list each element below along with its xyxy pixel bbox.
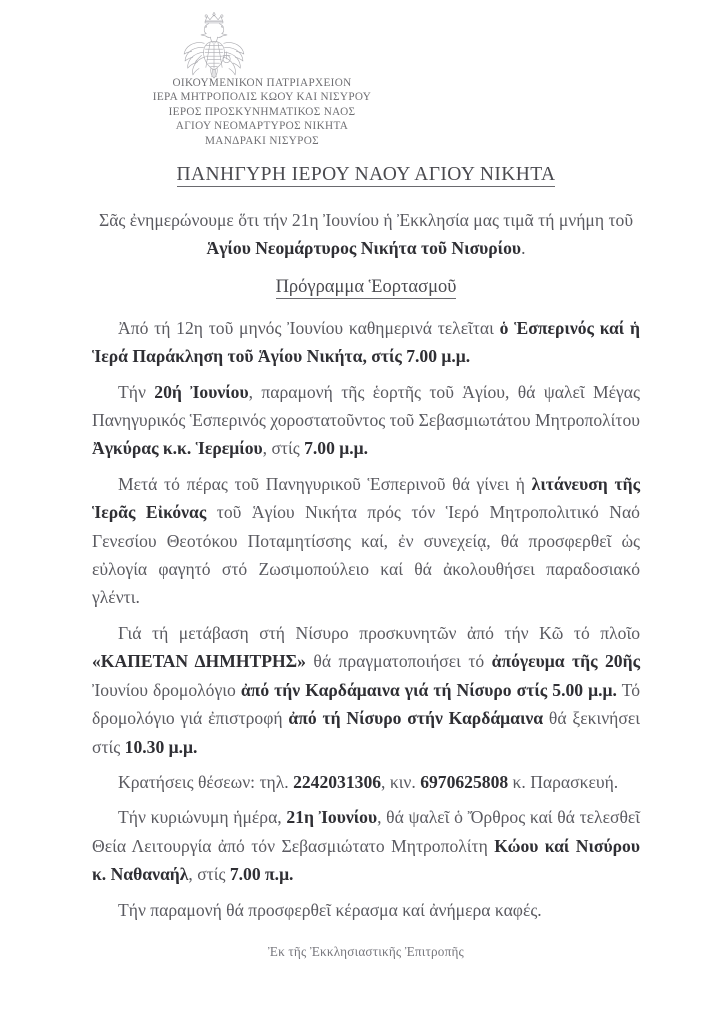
lead-plain-2: . <box>521 238 526 259</box>
emphasis-run-3: Κώου καί Νισύρου κ. Ναθαναήλ <box>92 835 640 885</box>
emphasis-run-1: λιτάνευση τῆς Ἱερᾶς Εἰκόνας <box>92 473 640 523</box>
paragraph-kratiseis <box>92 768 640 796</box>
letterhead <box>100 76 424 148</box>
text-run-0: Μετά τό πέρας τοῦ Πανηγυρικοῦ Ἑσπερινοῦ θά γίνει ἡ <box>118 473 532 494</box>
paragraph-esperinos <box>92 314 640 371</box>
letterhead-line-3: ΙΕΡΟΣ ΠΡΟΣΚΥΝΗΜΑΤΙΚΟΣ ΝΑΟΣ <box>168 105 356 118</box>
text-run-0: Κρατήσεις θέσεων: τηλ. <box>118 771 294 792</box>
text-run-0: Τήν κυριώνυμη ἡμέρα, <box>118 807 287 828</box>
emphasis-run-3: ἀπόγευμα τῆς 20ῆς <box>491 651 640 672</box>
program-subtitle <box>92 277 640 298</box>
text-run-4: , στίς <box>188 864 230 885</box>
letterhead-line-5: ΜΑΝΔΡΑΚΙ ΝΙΣΥΡΟΣ <box>205 134 319 147</box>
emphasis-run-5: ἀπό τήν Καρδάμαινα γιά τή Νίσυρο στίς 5.00 μ.μ. <box>240 679 617 700</box>
emphasis-run-1: 21η Ἰουνίου <box>286 807 378 828</box>
page-title <box>92 164 640 186</box>
page-title-text: ΠΑΝΗΓΥΡΗ ΙΕΡΟΥ ΝΑΟΥ ΑΓΙΟΥ ΝΙΚΗΤΑ <box>176 164 556 185</box>
text-run-4: Ἰουνίου δρομολόγιο <box>92 679 241 700</box>
emphasis-run-5: 7.00 μ.μ. <box>304 438 369 459</box>
letterhead-line-1: ΟΙΚΟΥΜΕΝΙΚΟΝ ΠΑΤΡΙΑΡΧΕΙΟΝ <box>172 77 352 89</box>
document-body <box>92 164 640 960</box>
emphasis-run-1: ὁ Ἑσπερινός καί ἡ Ἱερά Παράκληση τοῦ Ἁγίου Νικήτα, στίς 7.00 μ.μ. <box>92 317 640 367</box>
paragraph-ploio <box>92 619 640 761</box>
byzantine-double-headed-eagle-icon <box>166 10 262 82</box>
signature-line: Ἐκ τῆς Ἐκκλησιαστικῆς Ἐπιτροπῆς <box>268 943 464 959</box>
lead-plain-1: Σᾶς ἐνημερώνουμε ὅτι τήν 21η Ἰουνίου ἡ Ἐκκλησία μας τιμᾶ τή μνήμη τοῦ <box>98 210 634 230</box>
emphasis-run-1: «ΚΑΠΕΤΑΝ ΔΗΜΗΤΡΗΣ» <box>92 651 306 672</box>
emphasis-run-7: ἀπό τή Νίσυρο στήν Καρδάμαινα <box>288 708 544 729</box>
text-run-4: κ. Παρασκευή. <box>508 771 619 792</box>
emphasis-run-3: 6970625808 <box>420 771 509 792</box>
lead-bold-1: Ἁγίου Νεομάρτυρος Νικήτα τοῦ Νισυρίου <box>206 238 522 259</box>
text-run-8: θά ξεκινήσει στίς <box>92 708 640 757</box>
letterhead-line-4: ΑΓΙΟΥ ΝΕΟΜΑΡΤΥΡΟΣ ΝΙΚΗΤΑ <box>175 120 349 133</box>
emphasis-run-9: 10.30 μ.μ. <box>124 736 198 757</box>
text-run-2: θά πραγματοποιήσει τό <box>305 651 492 672</box>
text-run-0: Τήν παραμονή θά προσφερθεῖ κέρασμα καί ἀνήμερα καφές. <box>118 899 542 920</box>
letterhead-line-2: ΙΕΡΑ ΜΗΤΡΟΠΟΛΙΣ ΚΩΟΥ ΚΑΙ ΝΙΣΥΡΟΥ <box>152 91 372 104</box>
text-run-0: Τήν <box>118 381 155 402</box>
text-run-2: , θά ψαλεῖ ὁ Ὄρθρος καί θά τελεσθεῖ Θεία Λειτουργία ἀπό τόν Σεβασμιώτατο Μητροπολίτη <box>92 807 640 856</box>
lead-paragraph <box>92 206 640 263</box>
emphasis-run-1: 20ή Ἰουνίου <box>154 381 249 402</box>
paragraph-litaneusi <box>92 470 640 612</box>
paragraph-megas-esperinos <box>92 378 640 463</box>
program-subtitle-text: Πρόγραμμα Ἑορτασμοῦ <box>275 276 457 297</box>
emphasis-run-1: 2242031306 <box>293 771 382 792</box>
text-run-4: , στίς <box>262 438 305 459</box>
text-run-0: Γιά τή μετάβαση στή Νίσυρο προσκυνητῶν ἀπό τήν Κῶ τό πλοῖο <box>118 622 640 643</box>
text-run-2: , κιν. <box>381 771 421 792</box>
emphasis-run-5: 7.00 π.μ. <box>229 864 294 885</box>
text-run-2: τοῦ Ἁγίου Νικήτα πρός τόν Ἱερό Μητροπολιτικό Ναό Γενεσίου Θεοτόκου Ποταμητίσσης καί, ἐν συνεχείᾳ, θά προσφερθεῖ ὡς εὐλογία φαγητό στό Ζωσιμοπούλειο καί θά ἀκολουθήσει παραδοσιακό γλέντι. <box>92 502 640 608</box>
text-run-6: Τό δρομολόγιο γιά ἐπιστροφή <box>92 679 640 729</box>
paragraph-kerasma <box>92 896 640 924</box>
text-run-0: Ἀπό τή 12η τοῦ μηνός Ἰουνίου καθημερινά τελεῖται <box>118 317 500 338</box>
paragraph-kyrionymi <box>92 803 640 888</box>
emphasis-run-3: Ἀγκύρας κ.κ. Ἱερεμίου <box>92 438 263 459</box>
text-run-2: , παραμονή τῆς ἑορτῆς τοῦ Ἁγίου, θά ψαλεῖ Μέγας Πανηγυρικός Ἑσπερινός χοροστατοῦντος τοῦ Σεβασμιωτάτου Μητροπολίτου <box>92 381 640 431</box>
